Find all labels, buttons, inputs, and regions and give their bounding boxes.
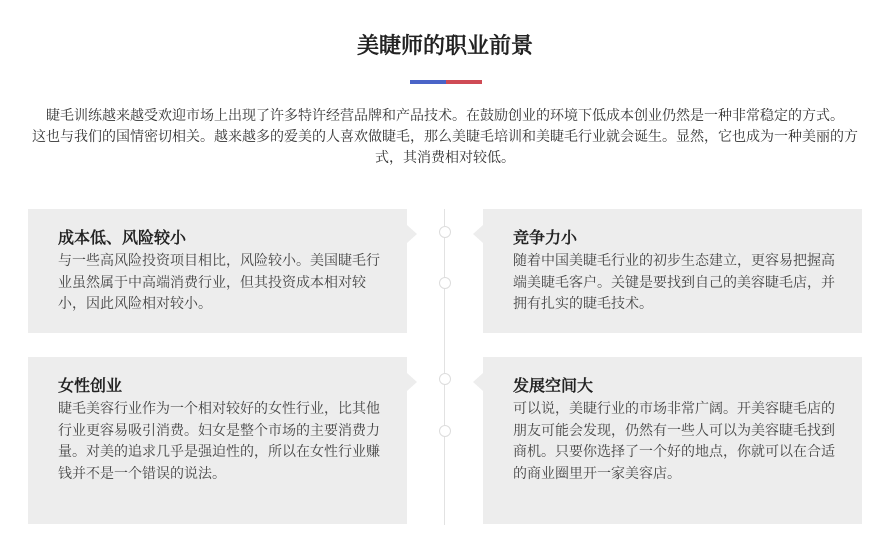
timeline-dot (439, 277, 451, 289)
card-title: 女性创业 (58, 376, 123, 395)
card-title: 竞争力小 (513, 228, 578, 247)
card-female-entrepreneurship (28, 357, 407, 524)
intro-text (26, 106, 864, 169)
timeline-dot (439, 425, 451, 437)
intro-paragraph-2: 这也与我们的国情密切相关。越来越多的爱美的人喜欢做睫毛，那么美睫毛培训和美睫毛行业就会诞生。显然，它也成为一种美丽的方式，其消费相对较低。 (32, 129, 858, 166)
card-growth-space (483, 357, 862, 524)
timeline-dot (439, 226, 451, 238)
page-title: 美睫师的职业前景 (356, 34, 533, 59)
card-title: 发展空间大 (513, 376, 594, 395)
card-low-cost (28, 209, 407, 333)
card-text: 睫毛美容行业作为一个相对较好的女性行业，比其他行业更容易吸引消费。妇女是整个市场的主要消费力量。对美的追求几乎是强迫性的，所以在女性行业赚钱并不是一个错误的说法。 (58, 401, 380, 482)
timeline-line (444, 209, 445, 525)
title-underline-blue (410, 80, 446, 84)
card-title: 成本低、风险较小 (58, 228, 187, 247)
title-underline (410, 80, 482, 84)
title-underline-red (446, 80, 482, 84)
card-text: 可以说，美睫行业的市场非常广阔。开美容睫毛店的朋友可能会发现，仍然有一些人可以为美容睫毛找到商机。只要你选择了一个好的地点，你就可以在合适的商业圈里开一家美容店。 (513, 401, 835, 482)
card-competition (483, 209, 862, 333)
intro-paragraph-1: 睫毛训练越来越受欢迎市场上出现了许多特许经营品牌和产品技术。在鼓励创业的环境下低成本创业仍然是一种非常稳定的方式。 (46, 108, 844, 124)
card-text: 与一些高风险投资项目相比，风险较小。美国睫毛行业虽然属于中高端消费行业，但其投资成本相对较小，因此风险相对较小。 (58, 253, 380, 312)
timeline-dot (439, 373, 451, 385)
card-text: 随着中国美睫毛行业的初步生态建立，更容易把握高端美睫毛客户。关键是要找到自己的美容睫毛店，并拥有扎实的睫毛技术。 (513, 253, 835, 312)
